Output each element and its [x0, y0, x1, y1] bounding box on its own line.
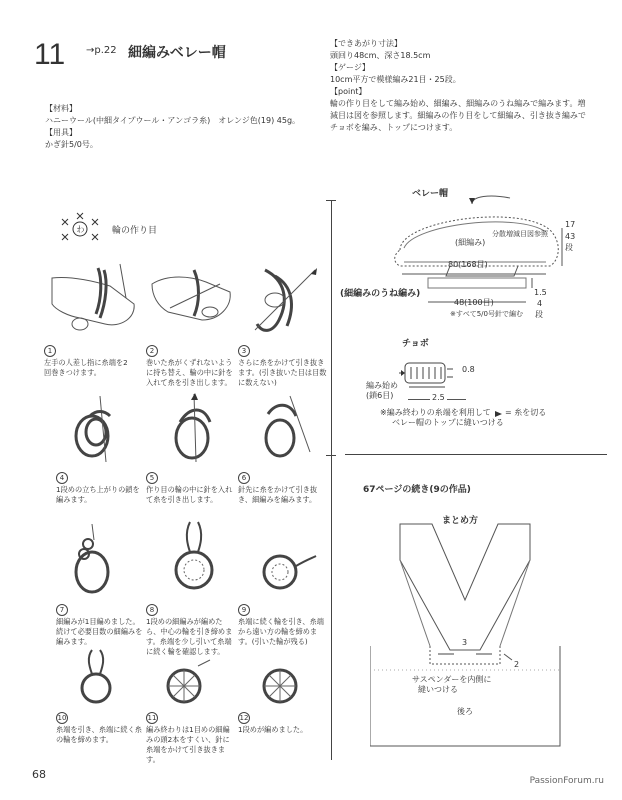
- tools-heading: 【用具】: [45, 128, 77, 137]
- rows-top: 17: [565, 220, 576, 229]
- step-text: 糸端に続く輪を引き、糸端から遠い方の輪を締めます。(引いた輪が残る): [238, 617, 324, 646]
- step-9-illustration: [250, 540, 320, 600]
- step-text: 1段めが編めました。: [238, 725, 308, 734]
- step-11: [146, 712, 236, 765]
- chobo-start: 編み始め: [366, 381, 398, 390]
- point-line: チョボを編み、トップにつけます。: [330, 123, 458, 132]
- main-stitch-count: 80(168目): [448, 260, 488, 269]
- cut-legend: = 糸を切る: [505, 408, 547, 417]
- step-text: 1段めの細編みが編めたら、中心の輪を引き締めます。糸端を少し引いて糸端に続く輪を確認します。: [146, 617, 233, 656]
- vest-label-2: 2: [514, 660, 520, 669]
- step-number: 11: [147, 714, 157, 722]
- step-7: [56, 604, 146, 647]
- step-12-illustration: [250, 660, 310, 710]
- step-number: 5: [146, 472, 158, 484]
- chobo-note-2: ベレー帽のトップに縫いつける: [392, 418, 504, 427]
- step-5: [146, 472, 236, 505]
- materials-block: [45, 103, 325, 151]
- ring-title: 輪の作り目: [112, 226, 158, 236]
- step-number: 9: [238, 604, 250, 616]
- column-divider: [331, 200, 332, 760]
- vest-back-label: 後ろ: [457, 707, 473, 716]
- size-heading: 【できあがり寸法】: [330, 39, 402, 48]
- page-reference: →p.22: [86, 45, 117, 56]
- step-text: 巻いた糸がくずれないように持ち替え、輪の中に針を入れて糸を引き出します。: [146, 358, 233, 387]
- yarn-text: ハニーウール(中細タイプウール・アンゴラ糸) オレンジ色(19) 45g。: [45, 116, 301, 125]
- rib-height: 1.5: [534, 288, 547, 297]
- step-text: 編み終わりは1目めの細編みの頭2本をすくい、針に糸端をかけて引き抜きます。: [146, 725, 230, 764]
- ring-symbol-icon: [58, 212, 102, 246]
- sc-label: (細編み): [455, 238, 486, 247]
- chobo-height: 0.8: [462, 365, 475, 374]
- step-number: 4: [56, 472, 68, 484]
- step-4-illustration: [60, 392, 130, 472]
- step-text: 細編みが1目編めました。続けて必要目数の細編みを編みます。: [56, 617, 143, 646]
- svg-text:わ: わ: [76, 225, 85, 234]
- step-6-illustration: [250, 392, 320, 472]
- step-3: [238, 345, 328, 388]
- cut-arrow-icon: [495, 411, 502, 417]
- gauge-text: 10cm平方で模様編み21目・25段。: [330, 75, 461, 84]
- step-11-illustration: [150, 656, 220, 712]
- rows-mid: 43: [565, 232, 576, 241]
- step-number: 10: [57, 714, 67, 722]
- step-text: 左手の人差し指に糸端を2回巻きつけます。: [44, 358, 128, 377]
- step-number: 1: [44, 345, 56, 357]
- step-10: [56, 712, 146, 745]
- step-number: 7: [56, 604, 68, 616]
- step-text: 作り目の輪の中に針を入れて糸を引き出します。: [146, 485, 233, 504]
- step-number: 3: [238, 345, 250, 357]
- step-2-illustration: [150, 262, 235, 332]
- rib-stitch-count: 48(100目): [454, 298, 494, 307]
- pattern-title: 細編みベレー帽: [128, 45, 226, 61]
- pattern-number: 11: [34, 38, 66, 71]
- step-text: さらに糸をかけて引き抜きます。(引き抜いた目は目数に数えない): [238, 358, 327, 387]
- point-heading: 【point】: [330, 87, 367, 96]
- step-text: 糸端を引き、糸端に続く糸の輪を締めます。: [56, 725, 142, 744]
- chobo-width: 2.5: [432, 393, 445, 402]
- point-line: 減目は図を参照します。細編みの作り目をして細編み、引き抜き編みで: [330, 111, 586, 120]
- point-line: 輪の作り目をして編み始め、細編み、細編みのうね編みで編みます。増: [330, 99, 586, 108]
- step-number: 12: [239, 714, 249, 722]
- chobo-note-1: ※編み終わりの糸端を利用して: [380, 408, 491, 417]
- gauge-heading: 【ゲージ】: [330, 63, 370, 72]
- step-3-illustration: [245, 260, 325, 340]
- vest-sew-note-1: サスペンダーを内側に: [412, 675, 492, 684]
- divider-tick: [326, 200, 336, 201]
- divider-tick: [326, 455, 336, 456]
- step-6: [238, 472, 328, 505]
- step-number: 8: [146, 604, 158, 616]
- hook-text: かぎ針5/0号。: [45, 140, 98, 149]
- step-5-illustration: [160, 392, 230, 472]
- step-1: [44, 345, 134, 378]
- step-text: 1段めの立ち上がりの鎖を編みます。: [56, 485, 140, 504]
- step-1-illustration: [50, 258, 140, 338]
- step-8-illustration: [160, 520, 230, 598]
- step-number: 2: [146, 345, 158, 357]
- step-number: 6: [238, 472, 250, 484]
- page-number: 68: [32, 768, 46, 781]
- step-10-illustration: [62, 648, 132, 712]
- specs-block: [330, 38, 615, 134]
- watermark: PassionForum.ru: [529, 776, 604, 786]
- materials-heading: 【材料】: [45, 104, 77, 113]
- step-2: [146, 345, 236, 388]
- vest-sew-note-2: 縫いつける: [418, 685, 458, 694]
- needle-note: ※すべて5/0号針で編む: [450, 310, 523, 318]
- rib-rows: 4: [537, 299, 543, 308]
- rib-rows-unit: 段: [535, 310, 543, 319]
- rows-unit: 段: [565, 243, 573, 252]
- size-text: 頭回り48cm、深さ18.5cm: [330, 51, 431, 60]
- vest-continued: 67ページの続き(9の作品): [363, 485, 471, 495]
- vest-title: まとめ方: [442, 516, 479, 526]
- step-4: [56, 472, 146, 505]
- step-7-illustration: [62, 520, 132, 598]
- chobo-chain: (鎖6目): [366, 391, 394, 400]
- beret-title: ベレー帽: [412, 189, 449, 199]
- step-9: [238, 604, 328, 647]
- increase-reference: 分散増減目図参照: [492, 230, 548, 238]
- step-12: [238, 712, 328, 735]
- step-8: [146, 604, 236, 657]
- chobo-title: チョボ: [402, 339, 429, 349]
- vest-label-3: 3: [462, 638, 468, 647]
- rib-label: (細編みのうね編み): [340, 289, 421, 299]
- section-divider: [345, 454, 607, 455]
- step-text: 針先に糸をかけて引き抜き、細編みを編みます。: [238, 485, 318, 504]
